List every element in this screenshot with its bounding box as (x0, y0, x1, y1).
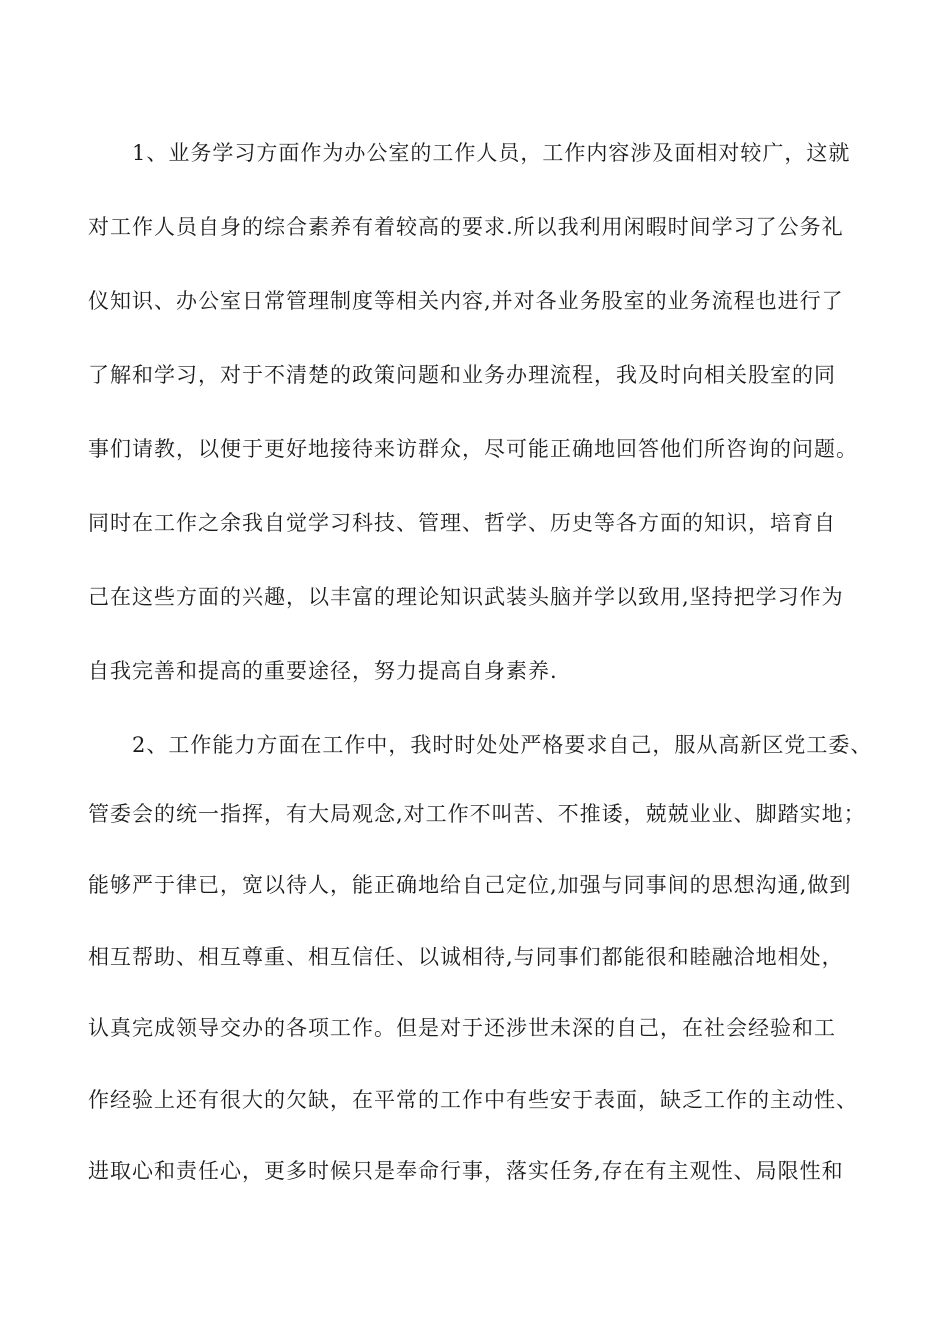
paragraph-1-line-5: 事们请教，以便于更好地接待来访群众，尽可能正确地回答他们所咨询的问题。 (88, 437, 858, 461)
paragraph-2-line-5: 认真完成领导交办的各项工作。但是对于还涉世未深的自己，在社会经验和工 (88, 1016, 836, 1040)
paragraph-1-line-2: 对工作人员自身的综合素养有着较高的要求.所以我利用闲暇时间学习了公务礼 (88, 215, 844, 239)
paragraph-1-line-8: 自我完善和提高的重要途径，努力提高自身素养. (88, 659, 558, 683)
paragraph-2-line-7: 进取心和责任心，更多时候只是奉命行事，落实任务,存在有主观性、局限性和 (88, 1159, 844, 1183)
paragraph-1-line-3: 仪知识、办公室日常管理制度等相关内容,并对各业务股室的业务流程也进行了 (88, 289, 844, 313)
paragraph-1-line-7: 己在这些方面的兴趣，以丰富的理论知识武装头脑并学以致用,坚持把学习作为 (88, 585, 844, 609)
paragraph-2-line-1: 2、工作能力方面在工作中，我时时处处严格要求自己，服从高新区党工委、 (132, 733, 873, 757)
paragraph-1-line-6: 同时在工作之余我自觉学习科技、管理、哲学、历史等各方面的知识，培育自 (88, 511, 836, 535)
paragraph-2-line-6: 作经验上还有很大的欠缺，在平常的工作中有些安于表面，缺乏工作的主动性、 (88, 1088, 858, 1112)
paragraph-2-line-2: 管委会的统一指挥，有大局观念,对工作不叫苦、不推诿，兢兢业业、脚踏实地； (88, 802, 866, 826)
paragraph-2-line-3: 能够严于律已，宽以待人，能正确地给自己定位,加强与同事间的思想沟通,做到 (88, 873, 852, 897)
paragraph-1-line-4: 了解和学习，对于不清楚的政策问题和业务办理流程，我及时向相关股室的同 (88, 363, 836, 387)
paragraph-1-line-1: 1、业务学习方面作为办公室的工作人员，工作内容涉及面相对较广，这就 (132, 141, 851, 165)
paragraph-2-line-4: 相互帮助、相互尊重、相互信任、以诚相待,与同事们都能很和睦融洽地相处， (88, 945, 844, 969)
